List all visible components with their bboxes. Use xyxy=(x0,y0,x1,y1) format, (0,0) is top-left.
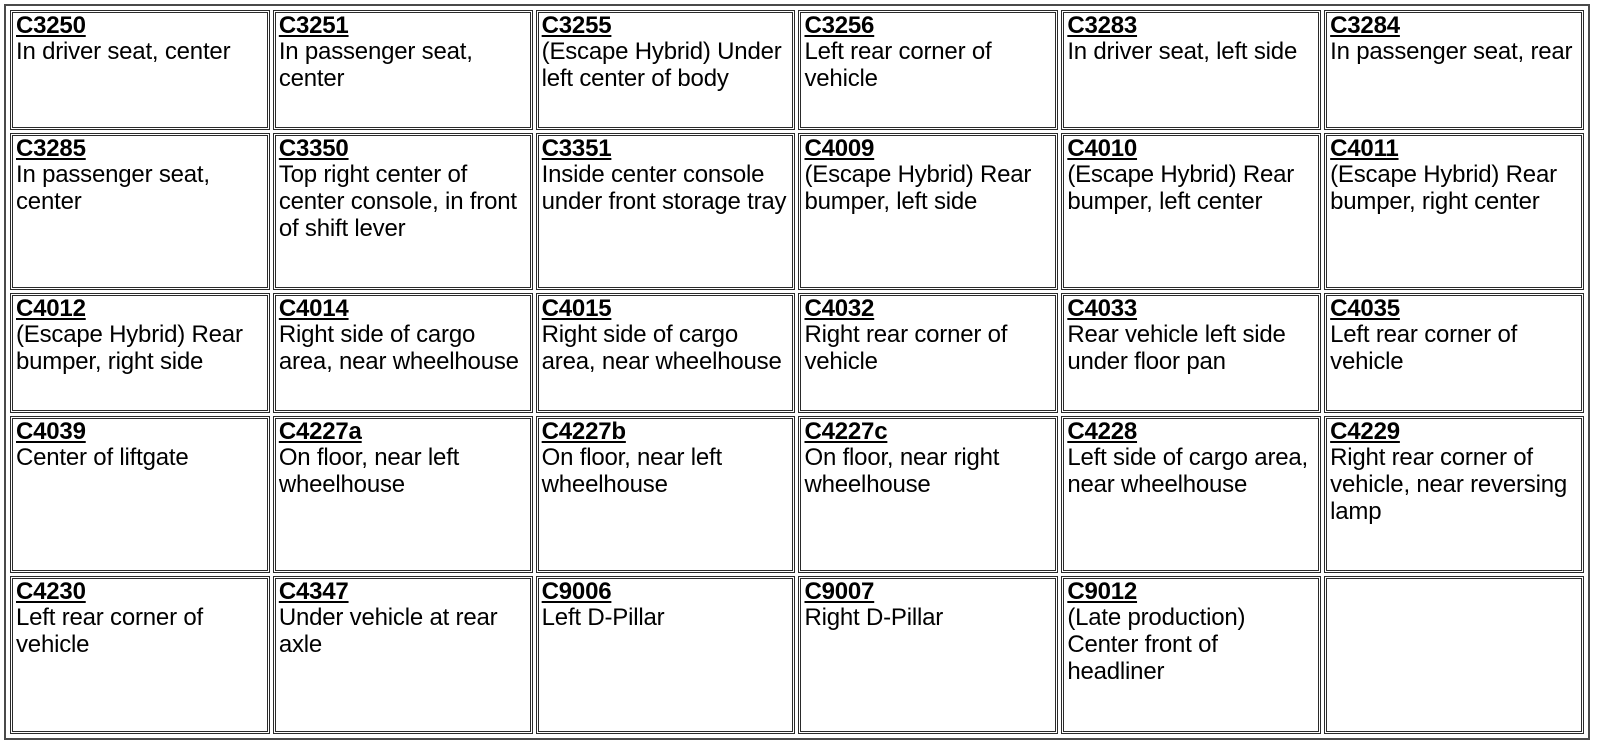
table-cell xyxy=(536,133,796,291)
table-cell xyxy=(536,293,796,413)
connector-location: (Late production) Center front of headliner xyxy=(1067,604,1246,686)
connector-location: In passenger seat, rear xyxy=(1330,38,1573,65)
connector-location: Center of liftgate xyxy=(16,443,189,471)
connector-location: Right side of cargo area, near wheelhouse xyxy=(278,321,519,376)
connector-location: On floor, near left wheelhouse xyxy=(278,443,460,498)
connector-link[interactable]: C4227c xyxy=(804,417,888,445)
connector-location: Rear vehicle left side under floor pan xyxy=(1067,321,1286,376)
connector-location: Inside center console under front storage tray xyxy=(541,160,787,215)
table-cell xyxy=(10,133,270,291)
connector-link[interactable]: C4227a xyxy=(278,417,362,445)
connector-link[interactable]: C3251 xyxy=(278,12,349,39)
table-cell xyxy=(273,416,533,574)
table-row xyxy=(10,416,1584,574)
connector-link[interactable]: C9007 xyxy=(804,578,875,606)
connector-link[interactable]: C4035 xyxy=(1330,295,1400,323)
connector-location: In driver seat, center xyxy=(16,38,231,65)
table-cell xyxy=(10,416,270,574)
connector-link[interactable]: C3351 xyxy=(541,134,612,162)
table-cell xyxy=(10,576,270,734)
connector-link[interactable]: C4033 xyxy=(1067,295,1138,323)
table-cell xyxy=(1061,416,1321,574)
table-cell xyxy=(536,416,796,574)
connector-link[interactable]: C3284 xyxy=(1330,12,1400,39)
connector-link[interactable]: C4014 xyxy=(278,295,349,323)
connector-link[interactable]: C4032 xyxy=(804,295,875,323)
connector-link[interactable]: C3256 xyxy=(804,12,875,39)
connector-location: In passenger seat, center xyxy=(16,160,210,215)
connector-link[interactable]: C4039 xyxy=(16,417,86,445)
connector-link[interactable]: C3283 xyxy=(1067,12,1138,39)
table-cell xyxy=(1061,10,1321,130)
table-row xyxy=(10,10,1584,130)
connector-link[interactable]: C4011 xyxy=(1330,134,1399,162)
table-cell xyxy=(798,293,1058,413)
table-cell xyxy=(1061,133,1321,291)
table-cell xyxy=(273,576,533,734)
connector-location: In driver seat, left side xyxy=(1067,38,1298,65)
connector-link[interactable]: C4010 xyxy=(1067,134,1138,162)
table-cell xyxy=(798,10,1058,130)
connector-link[interactable]: C4347 xyxy=(278,578,349,606)
connector-link[interactable]: C4009 xyxy=(804,134,875,162)
table-cell xyxy=(10,10,270,130)
connector-location: Right rear corner of vehicle, near reversing lamp xyxy=(1330,443,1567,525)
connector-location: Right side of cargo area, near wheelhouse xyxy=(541,321,782,376)
connector-location: (Escape Hybrid) Rear bumper, left center xyxy=(1067,160,1295,215)
connector-location: Left rear corner of vehicle xyxy=(16,604,203,659)
connector-location: Left side of cargo area, near wheelhouse xyxy=(1067,443,1308,498)
connector-location: Under vehicle at rear axle xyxy=(278,604,498,659)
table-cell xyxy=(1324,293,1584,413)
table-row xyxy=(10,133,1584,291)
table-body xyxy=(10,10,1584,734)
table-cell xyxy=(273,133,533,291)
connector-location: Left D-Pillar xyxy=(541,604,665,632)
table-cell xyxy=(1324,10,1584,130)
table-cell xyxy=(1061,293,1321,413)
connector-location-table-frame xyxy=(4,4,1590,740)
connector-location: On floor, near right wheelhouse xyxy=(804,443,1000,498)
connector-link[interactable]: C3350 xyxy=(278,134,349,162)
connector-link[interactable]: C9006 xyxy=(541,578,612,606)
connector-location: Right rear corner of vehicle xyxy=(804,321,1008,376)
connector-link[interactable]: C4229 xyxy=(1330,417,1400,445)
connector-location: Left rear corner of vehicle xyxy=(1330,321,1518,376)
table-cell xyxy=(798,416,1058,574)
connector-location: (Escape Hybrid) Under left center of body xyxy=(541,38,782,92)
table-cell xyxy=(10,293,270,413)
table-cell xyxy=(1324,133,1584,291)
connector-link[interactable]: C9012 xyxy=(1067,578,1138,606)
table-cell xyxy=(536,10,796,130)
table-cell xyxy=(273,293,533,413)
connector-link[interactable]: C4012 xyxy=(16,295,86,323)
connector-location: (Escape Hybrid) Rear bumper, right side xyxy=(16,321,243,376)
table-row xyxy=(10,293,1584,413)
connector-location: (Escape Hybrid) Rear bumper, left side xyxy=(804,160,1032,215)
connector-location: (Escape Hybrid) Rear bumper, right center xyxy=(1330,160,1557,215)
table-cell xyxy=(798,576,1058,734)
connector-link[interactable]: C4230 xyxy=(16,578,86,606)
table-row xyxy=(10,576,1584,734)
table-cell xyxy=(273,10,533,130)
table-cell xyxy=(798,133,1058,291)
connector-location: Right D-Pillar xyxy=(804,604,944,632)
connector-link[interactable]: C4015 xyxy=(541,295,612,323)
connector-location: In passenger seat, center xyxy=(278,38,473,92)
connector-link[interactable]: C3255 xyxy=(541,12,612,39)
connector-link[interactable]: C3250 xyxy=(16,12,86,39)
empty-table-cell xyxy=(1324,576,1584,734)
connector-link[interactable]: C4227b xyxy=(541,417,626,445)
connector-location: Top right center of center console, in front of shift lever xyxy=(278,160,517,242)
table-cell xyxy=(1061,576,1321,734)
table-cell xyxy=(536,576,796,734)
table-cell xyxy=(1324,416,1584,574)
connector-location: On floor, near left wheelhouse xyxy=(541,443,722,498)
connector-location-table xyxy=(7,7,1587,737)
connector-link[interactable]: C3285 xyxy=(16,134,86,162)
connector-link[interactable]: C4228 xyxy=(1067,417,1138,445)
connector-location: Left rear corner of vehicle xyxy=(804,38,992,92)
